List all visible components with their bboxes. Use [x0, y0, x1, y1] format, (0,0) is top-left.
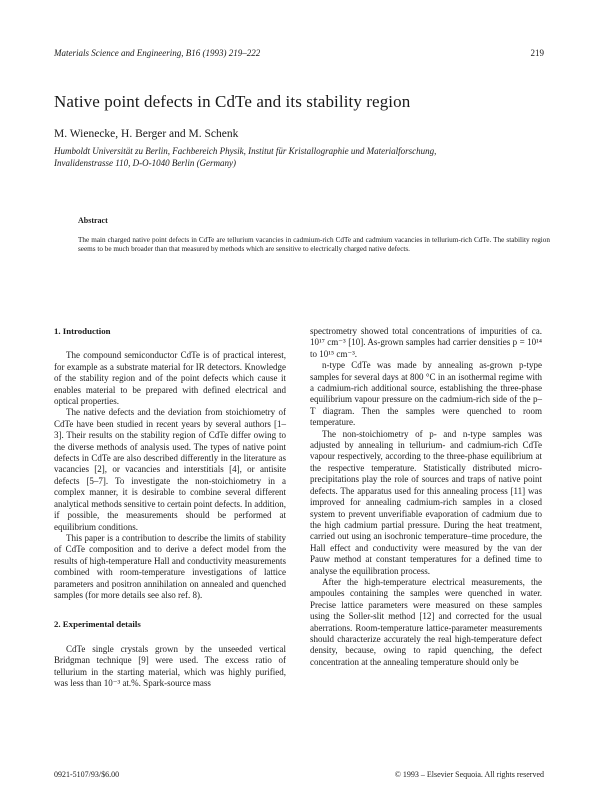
right-paragraph-4: After the high-temperature electrical measurements, the ampoules containing the samples were quenched in water. Precise lattice parameters were measured on these samples using the Soller-slit method [12] and corrected for the usual aberrations. Room-temperature lattice-parameter measurements should characterize accurately the real high-temperature defect density, because, owing to rapid quenching, the defect concentration at the annealing temperature should only be	[310, 576, 542, 667]
experimental-paragraph-1: CdTe single crystals grown by the unseeded vertical Bridgman technique [9] were used. The excess ratio of tellurium in the starting material, which was highly purified, was less than 10⁻³ at.%. Spark-source mass	[54, 643, 286, 688]
right-paragraph-3: The non-stoichiometry of p- and n-type samples was adjusted by annealing in tellurium- and cadmium-rich CdTe vapour respectively, according to the three-phase equilibrium at the respective temperature. Statistically distributed micro-precipitations play the role of sources and traps of native point defects. The apparatus used for this annealing process [11] was improved for annealing cadmium-rich samples in a closed system to prevent unverifiable evaporation of cadmium due to the high cadmium partial pressure. During the heat treatment, carried out using an isochronic temperature–time procedure, the Hall effect and conductivity were measured by the van der Pauw method at constant temperatures for a defined time to analyse the equilibration process.	[310, 428, 542, 576]
abstract-text: The main charged native point defects in CdTe are tellurium vacancies in cadmium-rich CdTe and cadmium vacancies in tellurium-rich CdTe. The stability region seems to be much broader than that measured by methods which are sensitive to electrically charged native defects.	[78, 236, 550, 254]
article-authors: M. Wienecke, H. Berger and M. Schenk	[54, 128, 239, 140]
introduction-paragraph-1: The compound semiconductor CdTe is of practical interest, for example as a substrate material for IR detectors. Knowledge of the stability region and of the point defects which cause it enables material to be prepared with defined electrical and optical properties.	[54, 350, 286, 407]
affiliation-line-2: Invalidenstrasse 110, D-O-1040 Berlin (Germany)	[54, 157, 237, 168]
introduction-paragraph-2: The native defects and the deviation from stoichiometry of CdTe have been studied in recent years by several authors [1–3]. Their results on the stability region of CdTe differ owing to the diverse methods of analysis used. The types of native point defects in CdTe are also described differently in the literature as vacancies [2], or vacancies and interstitials [4], or antisite defects [5–7]. To investigate the non-stoichiometry in a complex manner, it is desirable to combine several different analytical methods sensitive to certain point defects. In addition, if possible, the measurements should be performed at equilibrium conditions.	[54, 407, 286, 532]
copyright-notice: © 1993 – Elsevier Sequoia. All rights reserved	[394, 770, 544, 779]
author-affiliation	[54, 146, 549, 169]
right-paragraph-1: spectrometry showed total concentrations of impurities of ca. 10¹⁷ cm⁻³ [10]. As-grown samples had carrier densities p = 10¹⁴ to 10¹⁵ cm⁻³.	[310, 326, 542, 359]
page-number: 219	[530, 48, 544, 58]
issn-price: 0921-5107/93/$6.00	[54, 770, 120, 779]
right-paragraph-2: n-type CdTe was made by annealing as-grown p-type samples for several days at 800 °C in an isothermal regime with a cadmium-rich additional source, establishing the three-phase equilibrium vapour pressure on the cadmium-rich side of the p–T diagram. Then the samples were quenched to room temperature.	[310, 360, 542, 428]
introduction-paragraph-3: This paper is a contribution to describe the limits of stability of CdTe composition and to derive a defect model from the results of high-temperature Hall and conductivity measurements combined with room-temperature investigations of lattice parameters and positron annihilation on annealed and quenched samples (for more details see also ref. 8).	[54, 532, 286, 600]
introduction-heading: 1. Introduction	[54, 326, 111, 336]
affiliation-line-1: Humboldt Universität zu Berlin, Fachbereich Physik, Institut für Kristallographie und Materialforschung,	[54, 146, 437, 156]
abstract-heading: Abstract	[78, 216, 108, 225]
experimental-heading: 2. Experimental details	[54, 619, 141, 630]
right-column	[310, 326, 542, 668]
journal-citation: Materials Science and Engineering, B16 (1993) 219–222	[54, 48, 261, 58]
article-title: Native point defects in CdTe and its stability region	[54, 92, 411, 111]
left-column	[54, 326, 286, 689]
